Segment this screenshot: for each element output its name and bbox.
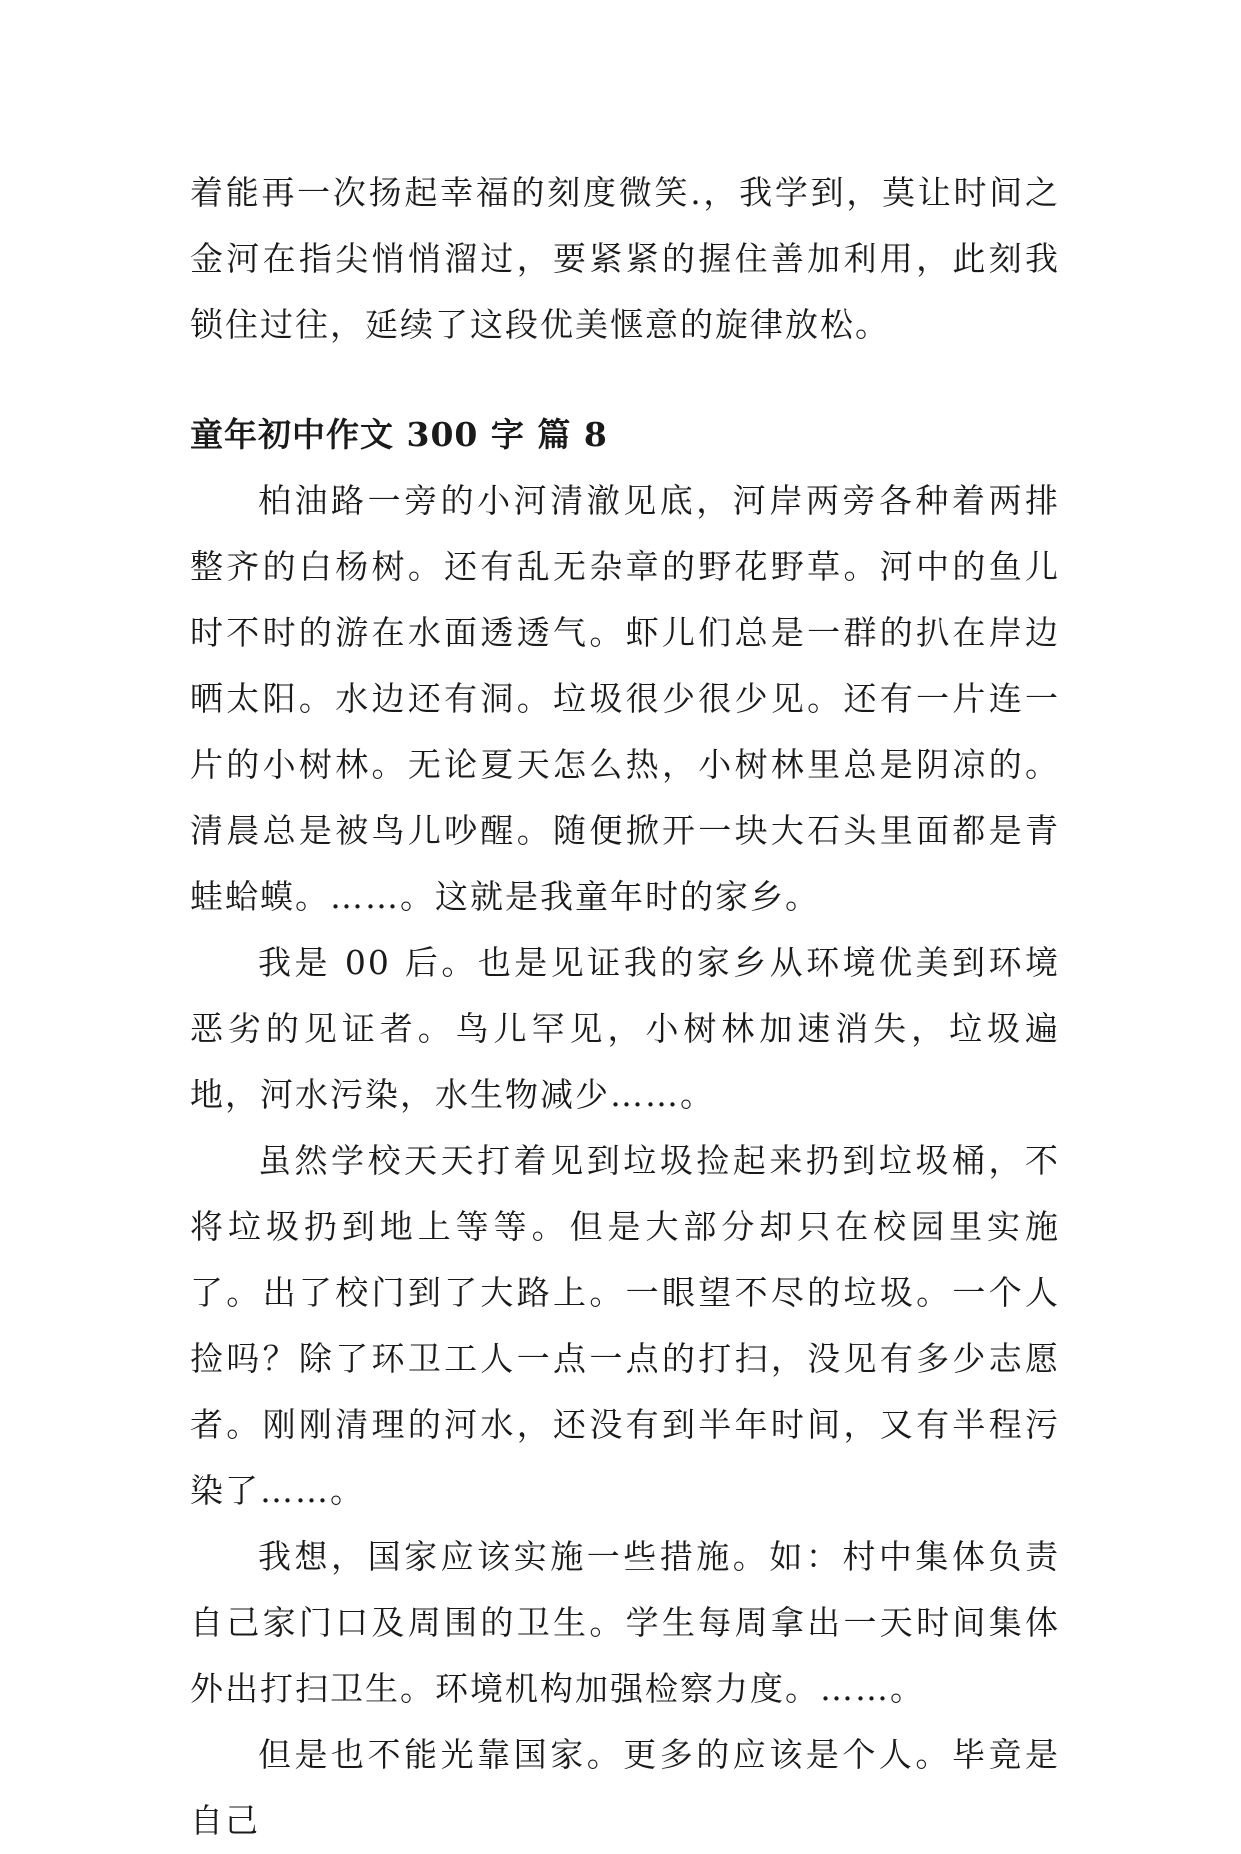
section-title: 童年初中作文 300 字 篇 8 xyxy=(190,415,608,454)
document-body xyxy=(190,160,1060,1854)
body-paragraph-2: 我是 00 后。也是见证我的家乡从环境优美到环境恶劣的见证者。鸟儿罕见，小树林加速消失，垃圾遍地，河水污染，水生物减少……。 xyxy=(190,943,1060,1114)
body-paragraph-3: 虽然学校天天打着见到垃圾捡起来扔到垃圾桶，不将垃圾扔到地上等等。但是大部分却只在校园里实施了。出了校门到了大路上。一眼望不尽的垃圾。一个人捡吗？除了环卫工人一点一点的打扫，没见有多少志愿者。刚刚清理的河水，还没有到半年时间，又有半程污染了……。 xyxy=(190,1141,1060,1510)
continuation-paragraph: 着能再一次扬起幸福的刻度微笑.，我学到，莫让时间之金河在指尖悄悄溜过，要紧紧的握住善加利用，此刻我锁住过往，延续了这段优美惬意的旋律放松。 xyxy=(190,173,1060,344)
body-paragraph-1: 柏油路一旁的小河清澈见底，河岸两旁各种着两排整齐的白杨树。还有乱无杂章的野花野草。河中的鱼儿时不时的游在水面透透气。虾儿们总是一群的扒在岸边晒太阳。水边还有洞。垃圾很少很少见。还有一片连一片的小树林。无论夏天怎么热，小树林里总是阴凉的。清晨总是被鸟儿吵醒。随便掀开一块大石头里面都是青蛙蛤蟆。……。这就是我童年时的家乡。 xyxy=(190,481,1060,916)
body-paragraph-4: 我想，国家应该实施一些措施。如：村中集体负责自己家门口及周围的卫生。学生每周拿出一天时间集体外出打扫卫生。环境机构加强检察力度。……。 xyxy=(190,1537,1060,1708)
body-paragraph-5: 但是也不能光靠国家。更多的应该是个人。毕竟是自己 xyxy=(190,1735,1060,1840)
